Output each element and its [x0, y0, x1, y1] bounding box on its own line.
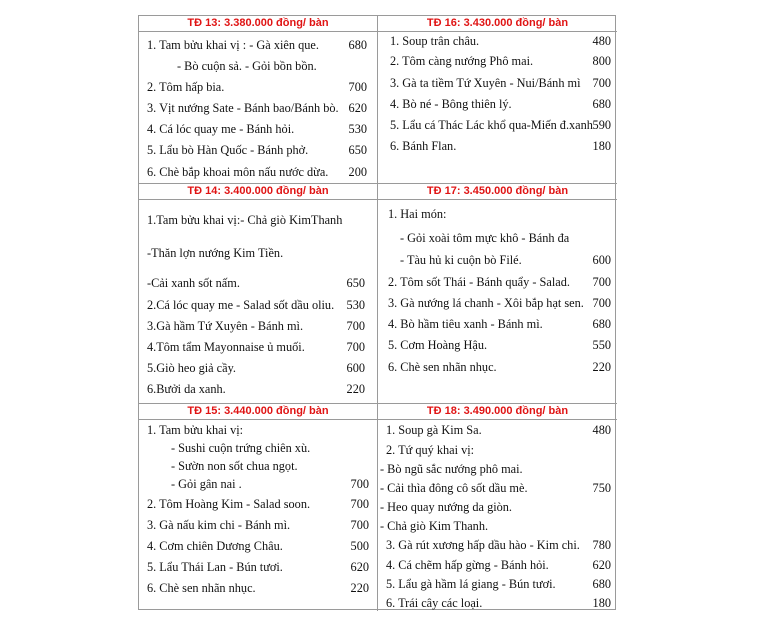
menu-item-text: 4. Bò hầm tiêu xanh - Bánh mì.	[388, 317, 543, 331]
menu-item	[378, 360, 617, 380]
menu-item-price: 800	[592, 54, 611, 68]
menu-item-text: 1. Soup trân châu.	[390, 34, 480, 48]
menu-item	[378, 139, 617, 159]
menu-item-text: -Thăn lợn nướng Kim Tiền.	[147, 246, 284, 260]
menu-item-text: 6. Chè sen nhãn nhục.	[147, 581, 256, 595]
menu-item-price: 650	[348, 143, 367, 157]
menu-title: TĐ 17: 3.450.000 đồng/ bàn	[378, 184, 617, 200]
menu-item-price: 600	[592, 253, 611, 267]
menu-item-price: 590	[592, 118, 611, 132]
menu-item-price: 500	[350, 539, 369, 553]
menu-item-price: 480	[592, 34, 611, 48]
menu-title: TĐ 14: 3.400.000 đồng/ bàn	[139, 184, 377, 200]
menu-item	[378, 54, 617, 74]
menu-item	[139, 423, 377, 443]
menu-item-price: 200	[348, 165, 367, 179]
menu-item-price: 700	[350, 477, 369, 491]
menu-item-text: 2. Tôm càng nướng Phô mai.	[390, 54, 534, 68]
menu-item	[139, 143, 377, 163]
menu-item	[139, 165, 377, 184]
menu-item-text: 5.Giò heo giả cầy.	[147, 361, 237, 375]
menu-item-text: 4. Cá lóc quay me - Bánh hỏi.	[147, 122, 295, 136]
menu-item	[378, 500, 617, 520]
menu-item-text: - Gỏi xoài tôm mực khô - Bánh đa	[400, 231, 570, 245]
menu-item-text: 2. Tôm hấp bia.	[147, 80, 225, 94]
menu-item	[378, 231, 617, 251]
menu-item	[139, 581, 377, 601]
menu-item-price: 600	[346, 361, 365, 375]
menu-item-text: 4. Cá chẽm hấp gừng - Bánh hỏi.	[386, 558, 549, 572]
menu-item-price: 700	[346, 319, 365, 333]
menu-item	[378, 338, 617, 358]
menu-item-text: - Bò cuộn sả. - Gỏi bồn bồn.	[177, 59, 317, 73]
menu-item-price: 220	[592, 360, 611, 374]
menu-td18	[378, 404, 617, 611]
menu-item	[378, 317, 617, 337]
menu-item-text: - Bò ngũ sắc nướng phô mai.	[380, 462, 523, 476]
menu-item	[378, 596, 617, 611]
menu-item-price: 220	[350, 581, 369, 595]
menu-item-price: 780	[592, 538, 611, 552]
menu-item-price: 650	[346, 276, 365, 290]
menu-td17	[378, 184, 617, 404]
menu-td14	[139, 184, 378, 404]
menu-title: TĐ 18: 3.490.000 đồng/ bàn	[378, 404, 617, 420]
menu-item	[139, 38, 377, 58]
menu-item-text: 1. Tam bửu khai vị:	[147, 423, 244, 437]
menu-item	[378, 76, 617, 96]
menu-item-price: 550	[592, 338, 611, 352]
menu-item	[139, 459, 377, 479]
menu-item-price: 750	[592, 481, 611, 495]
menu-td16	[378, 16, 617, 184]
menu-item-price: 700	[350, 497, 369, 511]
menu-item	[378, 275, 617, 295]
menu-item-text: - Sườn non sốt chua ngọt.	[171, 459, 298, 473]
menu-item-price: 530	[348, 122, 367, 136]
menu-item-text: 3. Gà nấu kim chi - Bánh mì.	[147, 518, 291, 532]
menu-item-text: 6. Chè sen nhãn nhục.	[388, 360, 497, 374]
menu-item-price: 680	[592, 97, 611, 111]
menu-item	[378, 253, 617, 273]
menu-item	[139, 213, 377, 233]
menu-item	[139, 319, 377, 339]
menu-item-price: 620	[592, 558, 611, 572]
menu-item	[378, 462, 617, 482]
menu-item-price: 220	[346, 382, 365, 396]
menu-item	[378, 296, 617, 316]
menu-item-text: - Sushi cuộn trứng chiên xù.	[171, 441, 311, 455]
menu-item-text: 4.Tôm tẩm Mayonnaise ủ muối.	[147, 340, 305, 354]
menu-item-text: 1.Tam bửu khai vị:- Chả giò KimThanh	[147, 213, 343, 227]
menu-item-text: 1. Hai món:	[388, 207, 447, 221]
menu-item	[139, 246, 377, 266]
menu-item-price: 620	[348, 101, 367, 115]
menu-item-text: 6. Chè bắp khoai môn nấu nước dừa.	[147, 165, 329, 179]
menu-item-price: 530	[346, 298, 365, 312]
menu-item	[378, 118, 617, 138]
menu-item-text: 5. Lẩu bò Hàn Quốc - Bánh phở.	[147, 143, 309, 157]
menu-item-text: 3. Gà rút xương hấp dầu hào - Kim chi.	[386, 538, 580, 552]
menu-item-text: 1. Soup gà Kim Sa.	[386, 423, 482, 437]
menu-item	[378, 538, 617, 558]
menu-item-text: 2. Tứ quý khai vị:	[386, 443, 475, 457]
menu-item-price: 680	[592, 577, 611, 591]
menu-item-price: 680	[592, 317, 611, 331]
menu-item-price: 700	[350, 518, 369, 532]
menu-item-text: 4. Bò né - Bông thiên lý.	[390, 97, 512, 111]
menu-item	[139, 340, 377, 360]
menu-item-price: 180	[592, 596, 611, 610]
menu-item	[139, 122, 377, 142]
menu-item	[378, 443, 617, 463]
menu-item	[139, 276, 377, 296]
menu-item-price: 700	[592, 76, 611, 90]
menu-item-text: 5. Lẩu cá Thác Lác khổ qua-Miến đ.xanh	[390, 118, 593, 132]
menu-item-text: 3. Gà nướng lá chanh - Xôi bắp hạt sen.	[388, 296, 584, 310]
menu-item	[139, 560, 377, 580]
menu-item-text: 2. Tôm Hoàng Kim - Salad soon.	[147, 497, 311, 511]
menu-item-text: 2. Tôm sốt Thái - Bánh quẩy - Salad.	[388, 275, 570, 289]
menu-item-text: 3. Vịt nướng Sate - Bánh bao/Bánh bò.	[147, 101, 339, 115]
menu-title: TĐ 13: 3.380.000 đồng/ bàn	[139, 16, 377, 32]
menu-table	[138, 15, 616, 610]
menu-item-price: 480	[592, 423, 611, 437]
menu-item-price: 700	[592, 275, 611, 289]
menu-item-text: - Heo quay nướng da giòn.	[380, 500, 513, 514]
menu-item	[378, 423, 617, 443]
menu-item-price: 700	[346, 340, 365, 354]
menu-item-text: 6. Trái cây các loại.	[386, 596, 483, 610]
menu-item-text: 6.Bưởi da xanh.	[147, 382, 226, 396]
menu-item-text: 5. Cơm Hoàng Hậu.	[388, 338, 488, 352]
menu-item	[378, 97, 617, 117]
menu-item	[378, 207, 617, 227]
menu-item-text: 4. Cơm chiên Dương Châu.	[147, 539, 283, 553]
menu-item-price: 680	[348, 38, 367, 52]
menu-item-text: - Chả giò Kim Thanh.	[380, 519, 489, 533]
menu-item	[139, 101, 377, 121]
menu-item	[139, 382, 377, 402]
menu-item-text: 1. Tam bửu khai vị : - Gà xiên que.	[147, 38, 319, 52]
menu-item-text: -Cải xanh sốt nấm.	[147, 276, 240, 290]
menu-item-text: 3. Gà ta tiềm Tứ Xuyên - Nui/Bánh mì	[390, 76, 581, 90]
menu-item	[378, 558, 617, 578]
menu-item-text: - Tàu hủ ki cuộn bò Filé.	[400, 253, 522, 267]
menu-item-text: - Gỏi gân nai .	[171, 477, 242, 491]
menu-item-text: 2.Cá lóc quay me - Salad sốt dầu oliu.	[147, 298, 335, 312]
menu-item	[378, 481, 617, 501]
menu-title: TĐ 15: 3.440.000 đồng/ bàn	[139, 404, 377, 420]
menu-item-text: - Cải thìa đông cô sốt dầu mè.	[380, 481, 528, 495]
menu-item-price: 700	[592, 296, 611, 310]
menu-item	[139, 441, 377, 461]
menu-item	[139, 477, 377, 497]
menu-item-text: 6. Bánh Flan.	[390, 139, 457, 153]
menu-item	[139, 518, 377, 538]
menu-item	[139, 361, 377, 381]
menu-td15	[139, 404, 378, 611]
menu-item-text: 5. Lẩu Thái Lan - Bún tươi.	[147, 560, 283, 574]
menu-item	[378, 34, 617, 54]
menu-item-text: 3.Gà hầm Tứ Xuyên - Bánh mì.	[147, 319, 304, 333]
menu-item	[378, 519, 617, 539]
menu-item-price: 180	[592, 139, 611, 153]
menu-item-price: 700	[348, 80, 367, 94]
menu-title: TĐ 16: 3.430.000 đồng/ bàn	[378, 16, 617, 32]
menu-td13	[139, 16, 378, 184]
menu-item	[378, 577, 617, 597]
menu-item	[139, 497, 377, 517]
menu-item	[139, 80, 377, 100]
menu-item	[139, 59, 377, 79]
menu-item	[139, 298, 377, 318]
menu-item-price: 620	[350, 560, 369, 574]
menu-item-text: 5. Lẩu gà hầm lá giang - Bún tươi.	[386, 577, 556, 591]
menu-item	[139, 539, 377, 559]
